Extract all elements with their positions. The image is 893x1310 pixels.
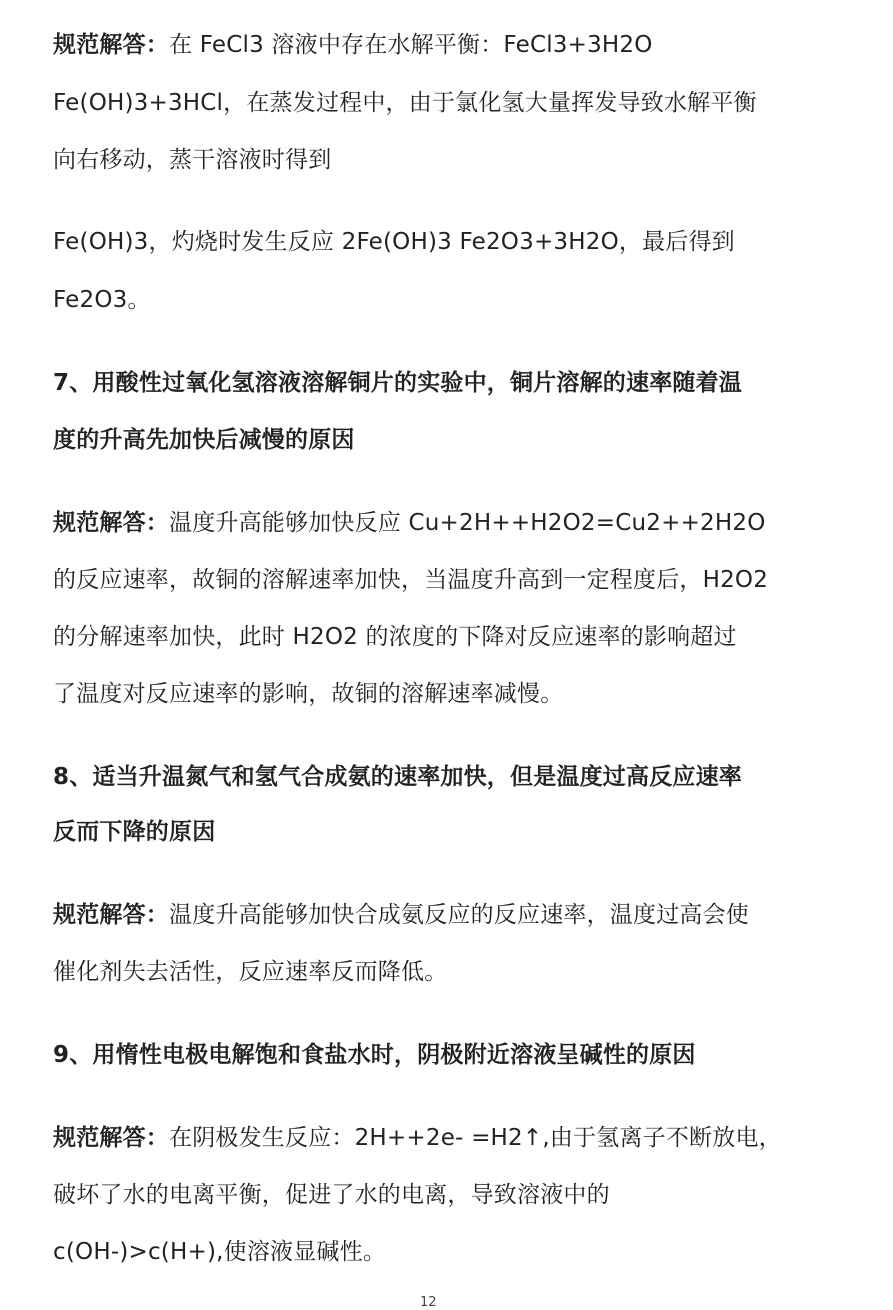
answer-6-line-2: Fe(OH)3+3HCl，在蒸发过程中，由于氯化氢大量挥发导致水解平衡 [53, 90, 757, 116]
answer-text: 温度升高能够加快合成氨反应的反应速率，温度过高会使 [169, 902, 749, 928]
answer-9-line-1 [53, 1123, 782, 1153]
answer-8-line-2: 催化剂失去活性，反应速率反而降低。 [53, 959, 448, 985]
answer-9-line-3: c(OH-)>c(H+),使溶液显碱性。 [53, 1239, 387, 1265]
answer-7-line-4: 了温度对反应速率的影响，故铜的溶解速率减慢。 [53, 681, 564, 707]
answer-6-line-3: 向右移动，蒸干溶液时得到 [53, 147, 332, 173]
question-7-line-2: 度的升高先加快后减慢的原因 [53, 427, 355, 453]
question-9-line-1: 9、用惰性电极电解饱和食盐水时，阴极附近溶液呈碱性的原因 [53, 1042, 696, 1068]
answer-7-line-3: 的分解速率加快，此时 H2O2 的浓度的下降对反应速率的影响超过 [53, 624, 737, 650]
answer-text: 在阴极发生反应：2H++2e- =H2↑,由于氢离子不断放电， [169, 1125, 782, 1151]
question-7-line-1: 7、用酸性过氧化氢溶液溶解铜片的实验中，铜片溶解的速率随着温 [53, 370, 743, 396]
answer-label: 规范解答： [53, 1125, 169, 1151]
page-number: 12 [420, 1295, 437, 1310]
answer-6-line-1 [53, 30, 653, 60]
answer-7-line-1 [53, 508, 766, 538]
answer-6-line-4: Fe(OH)3，灼烧时发生反应 2Fe(OH)3 Fe2O3+3H2O，最后得到 [53, 229, 735, 255]
answer-8-line-1 [53, 900, 749, 930]
question-8-line-2: 反而下降的原因 [53, 819, 216, 845]
answer-text: 在 FeCl3 溶液中存在水解平衡：FeCl3+3H2O [169, 32, 653, 58]
answer-label: 规范解答： [53, 32, 169, 58]
answer-9-line-2: 破坏了水的电离平衡，促进了水的电离，导致溶液中的 [53, 1182, 610, 1208]
question-8-line-1: 8、适当升温氮气和氢气合成氨的速率加快，但是温度过高反应速率 [53, 764, 743, 790]
answer-label: 规范解答： [53, 510, 169, 536]
answer-text: 温度升高能够加快反应 Cu+2H++H2O2=Cu2++2H2O [169, 510, 766, 536]
answer-label: 规范解答： [53, 902, 169, 928]
answer-7-line-2: 的反应速率，故铜的溶解速率加快，当温度升高到一定程度后，H2O2 [53, 567, 769, 593]
answer-6-line-5: Fe2O3。 [53, 287, 151, 313]
